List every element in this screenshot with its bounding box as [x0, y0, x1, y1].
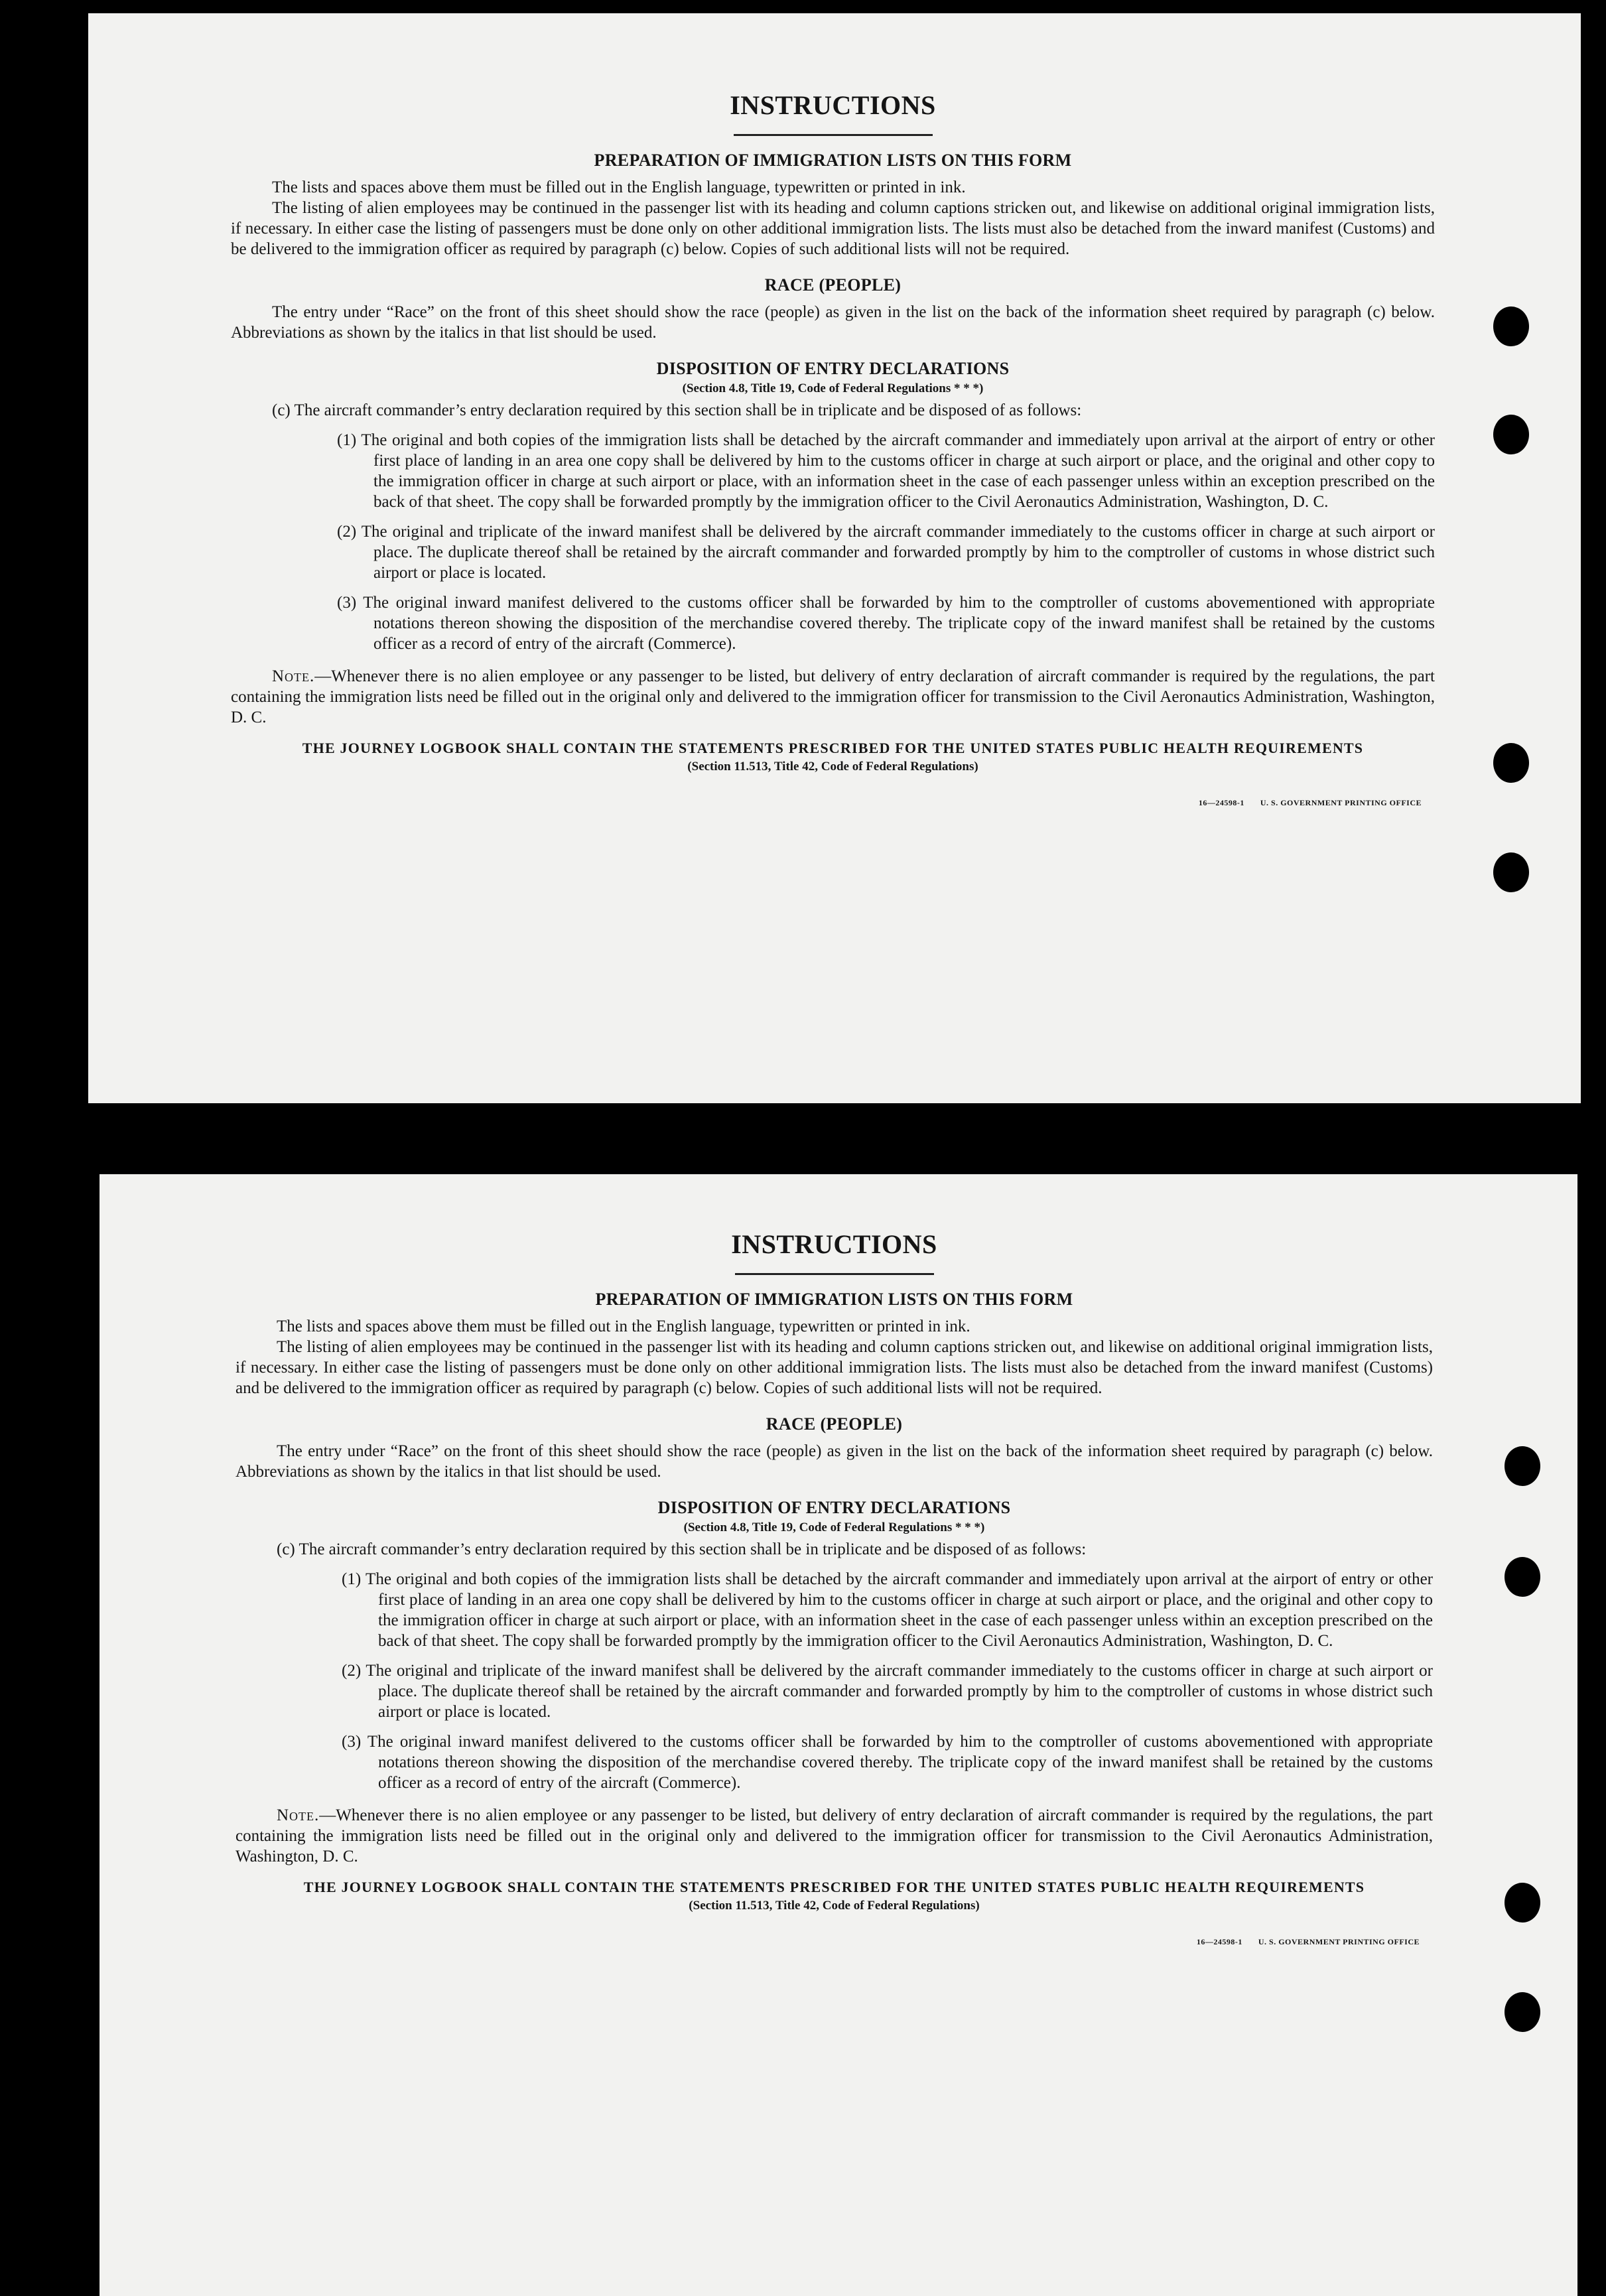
sheet-content	[88, 90, 1581, 808]
disposition-item-1: (1) The original and both copies of the immigration lists shall be detached by the aircraft commander and immediately upon arrival at the airport of entry or other first place of landing in an area one copy shall be delivered by him to the customs officer in charge at such airport or place, and the original and other copy to the immigration officer in charge at such airport or place, with an information sheet in the case of each passenger unless within an exception prescribed on the back of that sheet. The copy shall be forwarded promptly by the immigration officer to the Civil Aeronautics Administration, Washington, D. C.	[342, 1570, 1433, 1650]
preparation-heading: PREPARATION OF IMMIGRATION LISTS ON THIS FORM	[595, 1290, 1073, 1309]
preparation-heading: PREPARATION OF IMMIGRATION LISTS ON THIS FORM	[594, 151, 1072, 170]
disposition-lead: (c) The aircraft commander’s entry declaration required by this section shall be in triplicate and be disposed of as follows:	[277, 1540, 1087, 1558]
page-title: INSTRUCTIONS	[731, 1229, 937, 1259]
form-number: 16—24598-1	[1196, 1937, 1242, 1946]
disposition-item-3: (3) The original inward manifest delivered to the customs officer shall be forwarded by him to the comptroller of customs abovementioned with appropriate notations thereon showing the disposition of the merchandise covered thereby. The triplicate copy of the inward manifest shall be retained by the customs officer as a record of entry of the aircraft (Commerce).	[337, 594, 1435, 653]
note-text: —Whenever there is no alien employee or any passenger to be listed, but delivery of entry declaration of aircraft commander is required by the regulations, the part containing the immigration lists need be filled out in the original only and delivered to the immigration officer for transmission to the Civil Aeronautics Administration, Washington, D. C.	[235, 1806, 1433, 1865]
note-paragraph	[231, 666, 1435, 728]
page-title: INSTRUCTIONS	[730, 90, 936, 120]
punch-hole-icon	[1505, 1992, 1540, 2032]
race-paragraph: The entry under “Race” on the front of this sheet should show the race (people) as given in the list on the back of the information sheet required by paragraph (c) below. Abbreviations as shown by the italics in that list should be used.	[235, 1442, 1433, 1481]
form-number: 16—24598-1	[1198, 798, 1244, 807]
disposition-heading: DISPOSITION OF ENTRY DECLARATIONS	[657, 1498, 1011, 1517]
title-rule	[735, 1273, 934, 1275]
sheet-content	[100, 1229, 1577, 1947]
preparation-paragraph-2: The listing of alien employees may be continued in the passenger list with its heading and column captions stricken out, and likewise on additional original immigration lists, if necessary. In either case the listing of passengers must be done only on other additional immigration lists. The lists must also be detached from the inward manifest (Customs) and be delivered to the immigration officer as required by paragraph (c) below. Copies of such additional lists will not be required.	[235, 1338, 1433, 1397]
disposition-lead: (c) The aircraft commander’s entry declaration required by this section shall be in triplicate and be disposed of as follows:	[272, 401, 1082, 419]
disposition-item-2: (2) The original and triplicate of the inward manifest shall be delivered by the aircraft commander immediately to the customs officer in charge at such airport or place. The duplicate thereof shall be retained by the aircraft commander and forwarded promptly by him to the comptroller of customs in whose district such airport or place is located.	[337, 523, 1435, 582]
note-text: —Whenever there is no alien employee or any passenger to be listed, but delivery of entry declaration of aircraft commander is required by the regulations, the part containing the immigration lists need be filled out in the original only and delivered to the immigration officer for transmission to the Civil Aeronautics Administration, Washington, D. C.	[231, 667, 1435, 726]
disposition-item-3: (3) The original inward manifest delivered to the customs officer shall be forwarded by him to the comptroller of customs abovementioned with appropriate notations thereon showing the disposition of the merchandise covered thereby. The triplicate copy of the inward manifest shall be retained by the customs officer as a record of entry of the aircraft (Commerce).	[342, 1733, 1433, 1792]
race-heading: RACE (PEOPLE)	[764, 275, 902, 295]
preparation-paragraph-1: The lists and spaces above them must be filled out in the English language, typewritten or printed in ink.	[277, 1317, 970, 1335]
preparation-paragraph-2: The listing of alien employees may be continued in the passenger list with its heading and column captions stricken out, and likewise on additional original immigration lists, if necessary. In either case the listing of passengers must be done only on other additional immigration lists. The lists must also be detached from the inward manifest (Customs) and be delivered to the immigration officer as required by paragraph (c) below. Copies of such additional lists will not be required.	[231, 199, 1435, 258]
note-label: Note.	[277, 1806, 320, 1824]
printer-imprint	[231, 798, 1435, 808]
journey-logbook-line: THE JOURNEY LOGBOOK SHALL CONTAIN THE STATEMENTS PRESCRIBED FOR THE UNITED STATES PUBLIC HEALTH REQUIREMENTS	[302, 740, 1364, 756]
disposition-item-1: (1) The original and both copies of the immigration lists shall be detached by the aircraft commander and immediately upon arrival at the airport of entry or other first place of landing in an area one copy shall be delivered by him to the customs officer in charge at such airport or place, and the original and other copy to the immigration officer in charge at such airport or place, with an information sheet in the case of each passenger unless within an exception prescribed on the back of that sheet. The copy shall be forwarded promptly by the immigration officer to the Civil Aeronautics Administration, Washington, D. C.	[337, 431, 1435, 511]
disposition-item-2: (2) The original and triplicate of the inward manifest shall be delivered by the aircraft commander immediately to the customs officer in charge at such airport or place. The duplicate thereof shall be retained by the aircraft commander and forwarded promptly by him to the comptroller of customs in whose district such airport or place is located.	[342, 1662, 1433, 1721]
journey-logbook-line: THE JOURNEY LOGBOOK SHALL CONTAIN THE STATEMENTS PRESCRIBED FOR THE UNITED STATES PUBLIC HEALTH REQUIREMENTS	[303, 1879, 1365, 1895]
title-rule	[734, 134, 933, 136]
race-paragraph: The entry under “Race” on the front of this sheet should show the race (people) as given in the list on the back of the information sheet required by paragraph (c) below. Abbreviations as shown by the italics in that list should be used.	[231, 303, 1435, 342]
instruction-sheet-2	[100, 1174, 1577, 2296]
note-paragraph	[235, 1805, 1433, 1867]
disposition-citation: (Section 4.8, Title 19, Code of Federal Regulations * * *)	[682, 381, 984, 395]
journey-logbook-citation: (Section 11.513, Title 42, Code of Federal Regulations)	[687, 760, 978, 774]
preparation-paragraph-1: The lists and spaces above them must be filled out in the English language, typewritten or printed in ink.	[272, 178, 966, 196]
printer-imprint	[235, 1937, 1433, 1947]
disposition-citation: (Section 4.8, Title 19, Code of Federal Regulations * * *)	[683, 1520, 985, 1534]
printer-name: U. S. GOVERNMENT PRINTING OFFICE	[1258, 1937, 1420, 1946]
instruction-sheet-1	[88, 13, 1581, 1103]
disposition-heading: DISPOSITION OF ENTRY DECLARATIONS	[656, 359, 1010, 378]
printer-name: U. S. GOVERNMENT PRINTING OFFICE	[1260, 798, 1422, 807]
race-heading: RACE (PEOPLE)	[766, 1414, 903, 1434]
note-label: Note.	[272, 667, 315, 685]
punch-hole-icon	[1493, 852, 1529, 892]
journey-logbook-citation: (Section 11.513, Title 42, Code of Federal Regulations)	[689, 1899, 980, 1913]
